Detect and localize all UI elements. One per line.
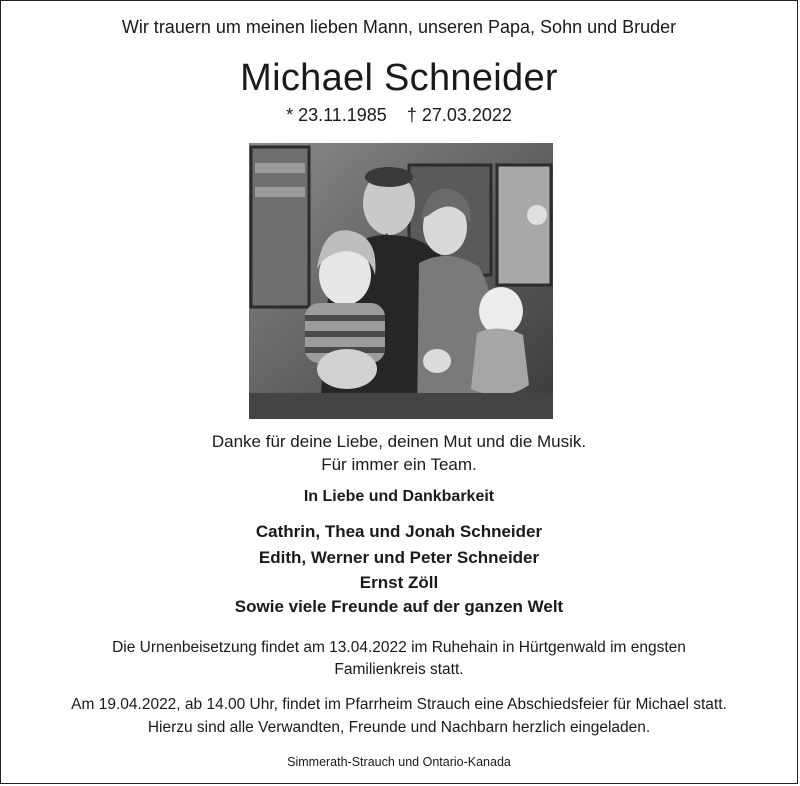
death-date: † 27.03.2022 (406, 105, 512, 125)
birth-date: * 23.11.1985 (286, 105, 387, 125)
life-dates (1, 105, 797, 126)
intro-text: Wir trauern um meinen lieben Mann, unseren Papa, Sohn und Bruder (121, 17, 677, 37)
mourner-line: Cathrin, Thea und Jonah Schneider (255, 522, 543, 541)
quote-line-1: Danke für deine Liebe, deinen Mut und die Musik. (211, 432, 587, 451)
urn-burial-line-2: Familienkreis statt. (334, 661, 464, 678)
place-names: Simmerath-Strauch und Ontario-Kanada (287, 755, 511, 769)
in-love-heading: In Liebe und Dankbarkeit (303, 488, 495, 505)
mourner-line: Edith, Werner und Peter Schneider (258, 548, 540, 567)
quote-line-2: Für immer ein Team. (321, 455, 477, 474)
farewell-line-2: Hierzu sind alle Verwandten, Freunde und Nachbarn herzlich eingeladen. (147, 719, 651, 736)
mourner-line: Sowie viele Freunde auf der ganzen Welt (234, 597, 564, 616)
urn-burial-line-1: Die Urnenbeisetzung findet am 13.04.2022 im Ruhehain in Hürtgenwald im engsten (112, 639, 686, 656)
deceased-name: Michael Schneider (240, 57, 558, 99)
farewell-line-1: Am 19.04.2022, ab 14.00 Uhr, findet im Pfarrheim Strauch eine Abschiedsfeier für Michael statt. (71, 696, 727, 713)
family-photo (249, 143, 553, 419)
mourner-line: Ernst Zöll (359, 573, 439, 592)
